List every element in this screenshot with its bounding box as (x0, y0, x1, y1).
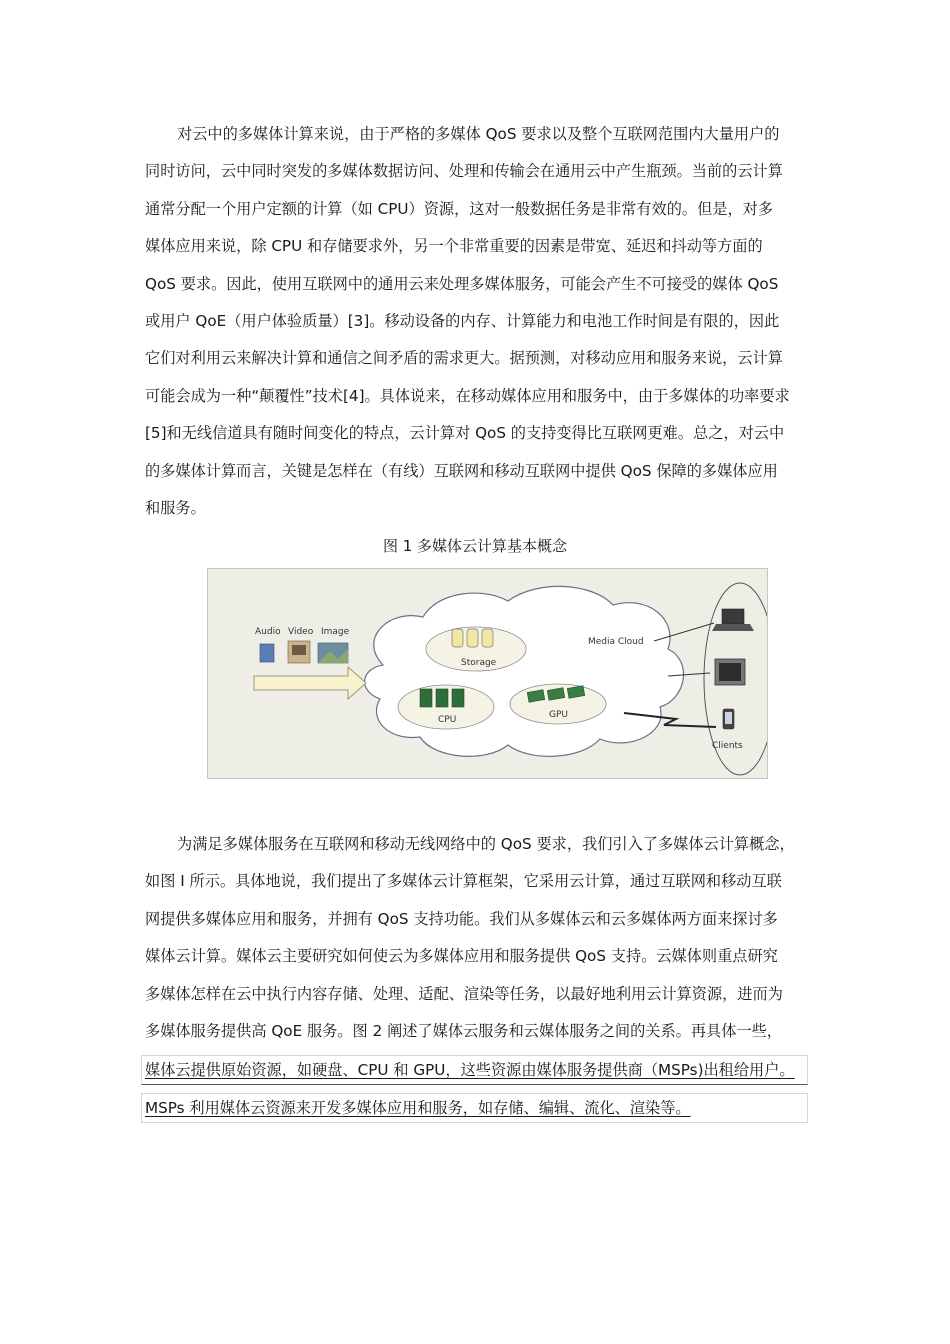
paragraph-line: 和服务。 (145, 499, 206, 518)
paragraph-line: [5]和无线信道具有随时间变化的特点，云计算对 QoS 的支持变得比互联网更难。总之，对云中 (145, 424, 785, 443)
paragraph-line: 可能会成为一种“颠覆性”技术[4]。具体说来，在移动媒体应用和服务中，由于多媒体的功率要求 (145, 386, 790, 405)
storage-label: Storage (461, 658, 497, 668)
video-icon (288, 641, 310, 663)
cloud-shape (365, 586, 684, 756)
paragraph-line: 的多媒体计算而言，关键是怎样在（有线）互联网和移动互联网中提供 QoS 保障的多媒体应用 (145, 461, 778, 480)
cpu-label: CPU (438, 715, 457, 725)
tv-icon (715, 659, 745, 685)
paragraph-line: 它们对利用云来解决计算和通信之间矛盾的需求更大。据预测，对移动应用和服务来说，云计算 (145, 349, 783, 368)
figure-media-cloud-diagram (207, 568, 768, 779)
paragraph-line: 为满足多媒体服务在互联网和移动无线网络中的 QoS 要求，我们引入了多媒体云计算概念， (177, 835, 795, 853)
media-cloud-label: Media Cloud (588, 637, 644, 647)
input-arrow (254, 667, 366, 699)
image-icon (318, 643, 348, 663)
underlined-text: MSPs 利用媒体云资源来开发多媒体应用和服务，如存储、编辑、流化、渲染等。 (145, 1099, 691, 1117)
paragraph-2 (145, 826, 807, 1050)
video-label: Video (288, 627, 314, 637)
audio-label: Audio (255, 627, 281, 637)
storage-icon (452, 629, 493, 647)
paragraph-line: 或用户 QoE（用户体验质量）[3]。移动设备的内存、计算能力和电池工作时间是有限的，因此 (145, 312, 780, 331)
paragraph-line: 多媒体怎样在云中执行内容存储、处理、适配、渲染等任务，以最好地利用云计算资源，进而为 (145, 984, 783, 1003)
paragraph-line: 多媒体服务提供高 QoE 服务。图 2 阐述了媒体云服务和云媒体服务之间的关系。再具体一些， (145, 1022, 782, 1041)
figure-caption: 图 1 多媒体云计算基本概念 (382, 537, 568, 555)
clients-label: Clients (712, 741, 743, 751)
underlined-text: 媒体云提供原始资源，如硬盘、CPU 和 GPU，这些资源由媒体服务提供商（MSPs)出租给用户。 (145, 1061, 795, 1079)
phone-icon (723, 709, 734, 729)
paragraph-line: 同时访问，云中同时突发的多媒体数据访问、处理和传输会在通用云中产生瓶颈。当前的云计算 (145, 162, 783, 181)
boxed-line-2 (141, 1093, 808, 1123)
audio-icon (260, 644, 274, 662)
paragraph-line: 如图 I 所示。具体地说，我们提出了多媒体云计算框架，它采用云计算，通过互联网和移动互联 (145, 872, 782, 891)
paragraph-line: 对云中的多媒体计算来说，由于严格的多媒体 QoS 要求以及整个互联网范围内大量用户的 (177, 125, 780, 143)
paragraph-line: 通常分配一个用户定额的计算（如 CPU）资源，这对一般数据任务是非常有效的。但是，对多 (145, 199, 774, 218)
cpu-icon (420, 689, 464, 707)
image-label: Image (321, 627, 350, 637)
paragraph-line: QoS 要求。因此，使用互联网中的通用云来处理多媒体服务，可能会产生不可接受的媒体 QoS (145, 274, 779, 293)
gpu-label: GPU (549, 710, 568, 720)
paragraph-line: 媒体应用来说，除 CPU 和存储要求外，另一个非常重要的因素是带宽、延迟和抖动等方面的 (145, 237, 763, 256)
paragraph-line: 媒体云计算。媒体云主要研究如何使云为多媒体应用和服务提供 QoS 支持。云媒体则重点研究 (145, 947, 778, 966)
paragraph-1 (145, 116, 807, 527)
paragraph-line: 网提供多媒体应用和服务，并拥有 QoS 支持功能。我们从多媒体云和云多媒体两方面来探讨多 (145, 909, 778, 928)
laptop-icon (712, 609, 754, 631)
boxed-line-1 (141, 1055, 808, 1085)
